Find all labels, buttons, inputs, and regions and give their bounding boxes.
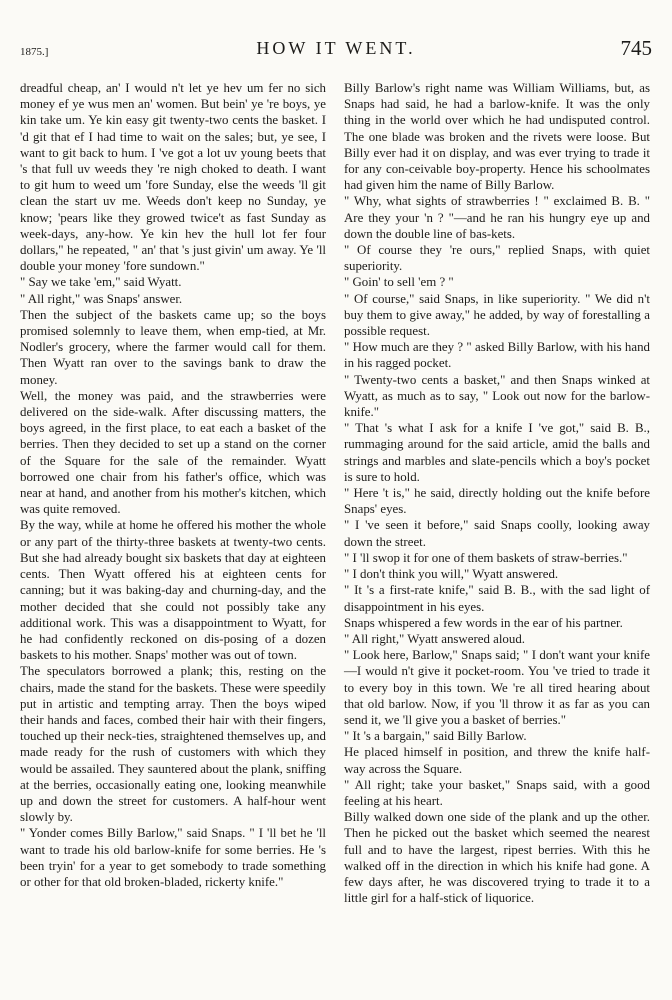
- paragraph: " I 've seen it before," said Snaps coolly, looking away down the street.: [344, 518, 650, 549]
- paragraph: dreadful cheap, an' I would n't let ye hev um fer no sich money ef ye wus men an' women. But bein' ye 're boys, ye kin take um. Ye kin easy git twenty-two cents the basket. I 'd git that ef I had time to wait on the sales; but, ye see, I want to git back to hum. I 've got a lot uv young beets that 's that full uv weeds they 're nigh choked to death. I want to git hum to weed um 'fore Sunday, else the weeds 'll git clean the start uv me. Weeds don't keep no Sunday, ye know; 'pears like they growed twice't as fast Sunday as week-days, any-how. Ye kin hev the hull lot fer four dollars," he repeated, " an' that 's just givin' um away. Ye 'll double your money 'fore sundown.": [20, 81, 326, 274]
- paragraph: " Why, what sights of strawberries ! " exclaimed B. B. " Are they your 'n ? "—and he ran his hungry eye up and down the double line of bas-kets.: [344, 194, 650, 241]
- paragraph: " Of course," said Snaps, in like superiority. " We did n't buy them to give away," he added, by way of forestalling a possible request.: [344, 291, 650, 339]
- paragraph: " Twenty-two cents a basket," and then Snaps winked at Wyatt, as much as to say, " Look out now for the barlow-knife.": [344, 372, 650, 420]
- paragraph: Snaps whispered a few words in the ear of his partner.: [344, 615, 623, 630]
- right-column: [344, 80, 650, 906]
- paragraph: The speculators borrowed a plank; this, resting on the chairs, made the stand for the baskets. These were speedily put in artistic and tempting array. Then the boys wiped their hands and faces, combed their hair with their fingers, touched up their neck-ties, straightened themselves up, and made ready for the rush of customers with which they would be assailed. They sauntered about the plank, sniffing at the berries, occasionally eating one, looking meanwhile up and down the street for customers. A half-hour went slowly by.: [20, 664, 326, 825]
- left-column: [20, 80, 326, 890]
- paragraph: " I 'll swop it for one of them baskets of straw-berries.": [344, 550, 628, 565]
- paragraph: " Say we take 'em," said Wyatt.: [20, 275, 182, 290]
- paragraph: " Yonder comes Billy Barlow," said Snaps. " I 'll bet he 'll want to trade his old barlow-knife for some berries. He 's been tryin' for a year to get somebody to trade something or other for that old broken-bladed, rickerty knife.": [20, 826, 326, 889]
- paragraph: By the way, while at home he offered his mother the whole or any part of the thirty-three baskets at twenty-two cents. But she had already bought six baskets that day at eighteen cents. Then Wyatt offered his at eighteen cents for canning; but it was baking-day and churning-day, and the mother decided that she could not possibly take any additional work. This was a disappointment to Wyatt, for he had confidently reckoned on dis-posing of a dozen baskets to his mother. Snaps' mother was out of town.: [20, 518, 326, 663]
- paragraph: " Goin' to sell 'em ? ": [344, 275, 454, 290]
- paragraph: Billy walked down one side of the plank and up the other. Then he picked out the basket which seemed the nearest full and to have the largest, ripest berries. With this he walked off in the direction in which his knife had gone. A few days after, he was discovered trying to trade it to a little girl for a half-stick of liquorice.: [344, 810, 650, 906]
- paragraph: " How much are they ? " asked Billy Barlow, with his hand in his ragged pocket.: [344, 340, 650, 371]
- paragraph: " It 's a bargain," said Billy Barlow.: [344, 729, 527, 744]
- paragraph: " That 's what I ask for a knife I 've got," said B. B., rummaging around for the said article, amid the balls and strings and marbles and slate-pencils which a boy's pocket is sure to hold.: [344, 421, 650, 484]
- paragraph: Billy Barlow's right name was William Williams, but, as Snaps had said, he had a barlow-knife. It was the only thing in the world over which he had undisputed control. The one blade was broken and the rivets were loose. But Billy ever had it on display, and was ever trying to trade it for any con-ceivable boy-property. Hence his schoolmates had given him the name of Billy Barlow.: [344, 81, 650, 193]
- issue-year: 1875.]: [20, 46, 49, 58]
- paragraph: Well, the money was paid, and the strawberries were delivered on the side-walk. After discussing matters, the boys agreed, in the first place, to eat each a basket of the berries. Then they decided to set up a stand on the corner of the Square for the sale of the remainder. Wyatt borrowed one chair from his father's office, which was near at hand, and another from his mother's kitchen, which was quite removed.: [20, 388, 326, 517]
- paragraph: " All right," Wyatt answered aloud.: [344, 631, 525, 646]
- paragraph: " Here 't is," he said, directly holding out the knife before Snaps' eyes.: [344, 486, 650, 517]
- running-header: [20, 34, 652, 64]
- paragraph: " Of course they 're ours," replied Snaps, with quiet superiority.: [344, 243, 650, 274]
- paragraph: " It 's a first-rate knife," said B. B., with the sad light of disappointment in his eyes.: [344, 583, 650, 614]
- paragraph: " Look here, Barlow," Snaps said; " I don't want your knife—I would n't give it pocket-room. You 've tried to trade it to every boy in this town. We 're all tired hearing about that old barlow. Now, if you 'll throw it as far as you can send it, we 'll give you a basket of berries.": [344, 648, 650, 727]
- paragraph: " All right; take your basket," Snaps said, with a good feeling at his heart.: [344, 777, 650, 808]
- paragraph: " All right," was Snaps' answer.: [20, 291, 183, 306]
- paragraph: Then the subject of the baskets came up; so the boys promised solemnly to leave them, when emp-tied, at Mr. Nodler's grocery, where the farmer would call for them. Then Wyatt ran over to the savings bank to draw the money.: [20, 307, 326, 387]
- page-number: 745: [620, 36, 652, 60]
- paragraph: " I don't think you will," Wyatt answered.: [344, 567, 559, 582]
- paragraph: He placed himself in position, and threw the knife half-way across the Square.: [344, 745, 650, 776]
- running-title: HOW IT WENT.: [256, 38, 416, 58]
